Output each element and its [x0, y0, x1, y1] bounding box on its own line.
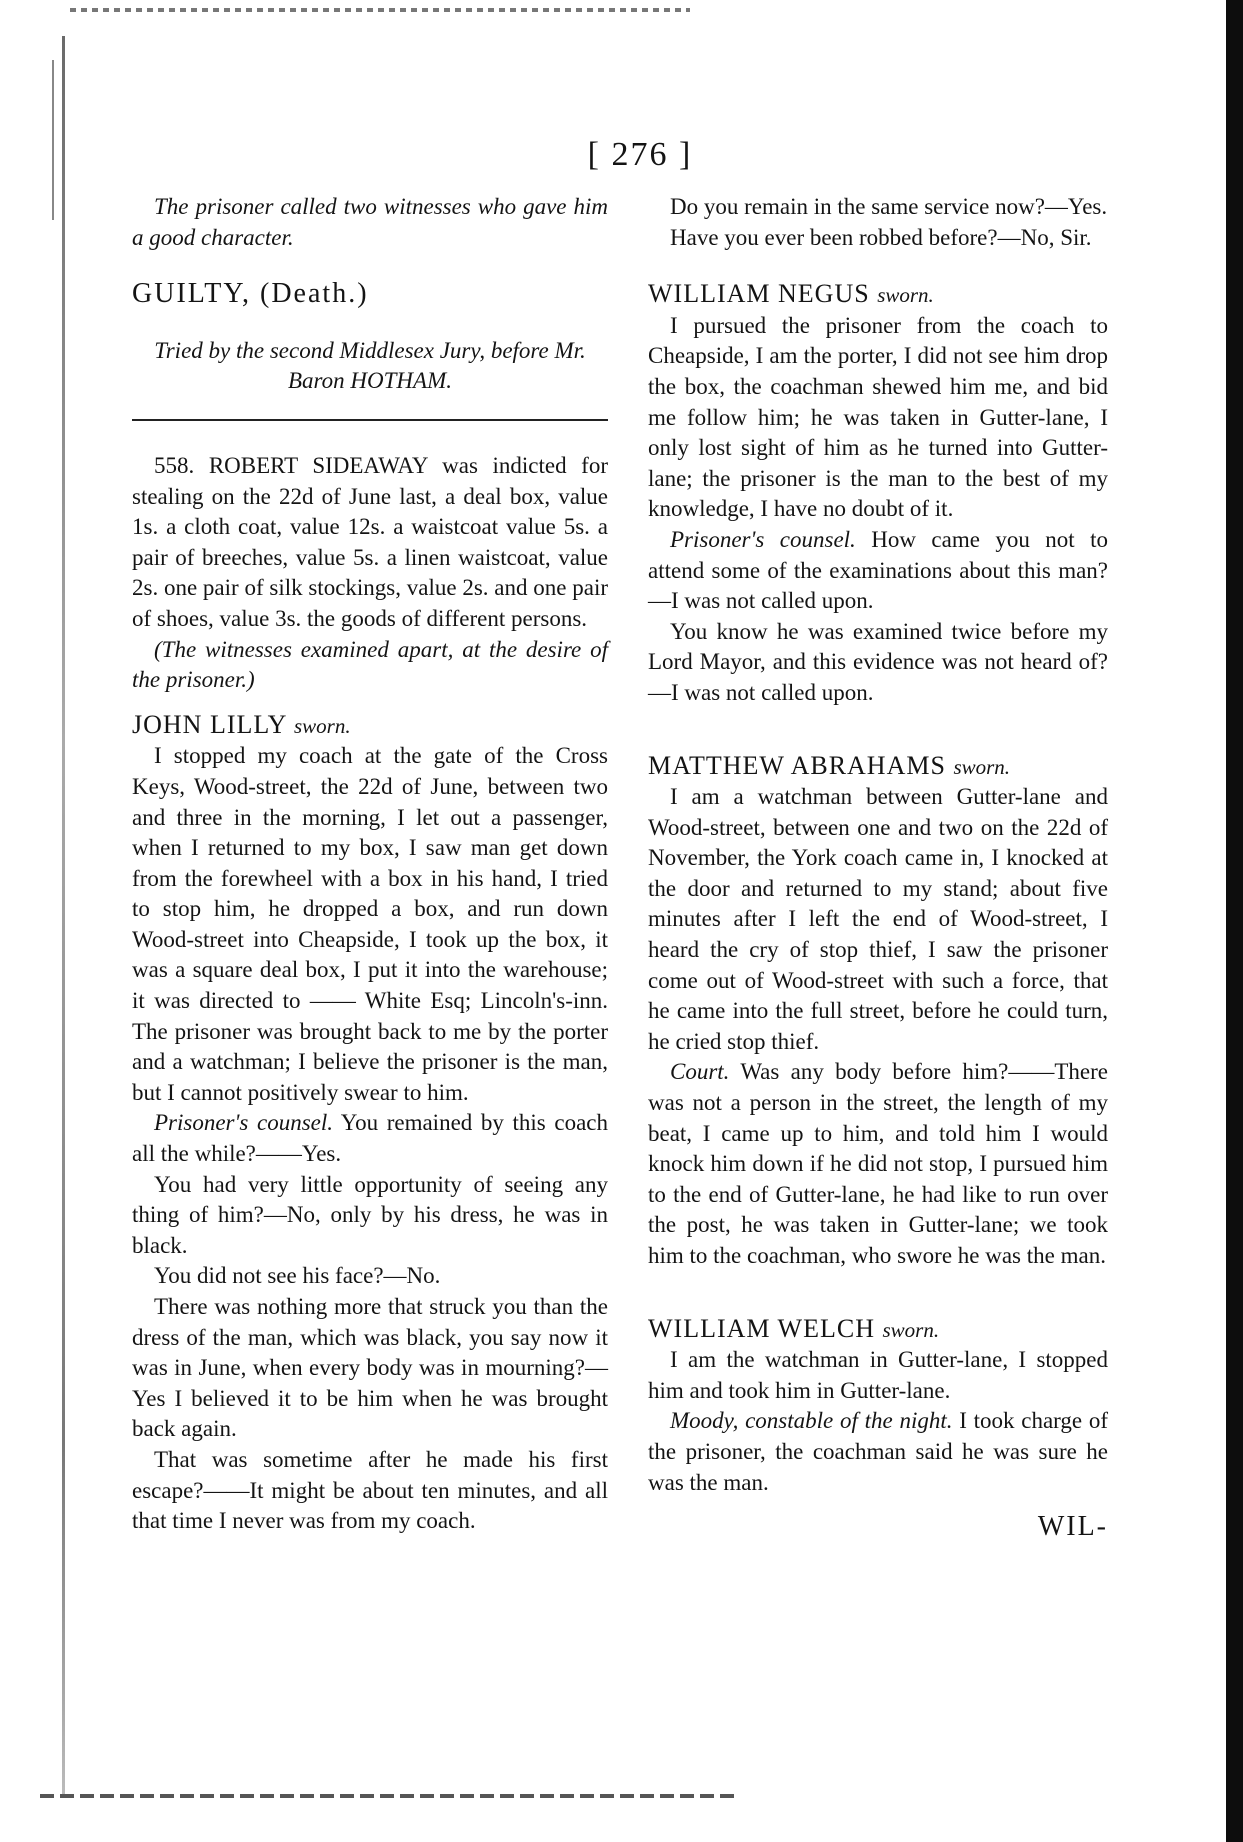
scan-right-edge: [1226, 0, 1243, 1842]
q-remained: You remained by this coach all the while?——Yes.: [132, 1110, 608, 1167]
abrahams-testimony: I am a watchman between Gutter-lane and Wood-street, between one and two on the 22d of November, the York coach came in, I knocked at the door and returned to my stand; about five minutes after I left the end of Wood-street, I heard the cry of stop thief, I saw the prisoner come out of Wood-street with such a force, that he came into the full street, before he could turn, he cried stop thief.: [648, 784, 1108, 1054]
q-nothing-more: There was nothing more that struck you than the dress of the man, which was black, you say now it was in June, when every body was in mourning?—Yes I believed it to be him when he was brought back again.: [132, 1294, 608, 1442]
scan-top-edge: [70, 8, 690, 12]
q-examined-twice: You know he was examined twice before my Lord Mayor, and this evidence was not heard of?—I was not called upon.: [648, 618, 1108, 705]
witness-name: WILLIAM NEGUS: [648, 279, 870, 309]
counsel-label: Prisoner's counsel.: [670, 526, 856, 552]
q-any-body: Was any body before him?——There was not a person in the street, the length of my beat, I came up to him, and told him I would knock him down if he did not stop, I pursued him to the end of Gutter-lane, he had like to run over the post, he was taken in Gutter-lane; we took him to the coachman, who swore he was the man.: [648, 1059, 1108, 1268]
negus-testimony: I pursued the prisoner from the coach to Cheapside, I am the porter, I did not see him drop the box, the coachman shewed him me, and bid me follow him; he was taken in Gutter-lane, I only lost sight of him as he turned into Gutter-lane; the prisoner is the man to the best of my knowledge, I have no doubt of it.: [648, 312, 1108, 522]
scan-bottom-edge: [40, 1794, 740, 1798]
witnesses-apart-note: (The witnesses examined apart, at the desire of the prisoner.): [132, 636, 608, 693]
counsel-label: Prisoner's counsel.: [154, 1110, 333, 1136]
q-little-opportunity: You had very little opportunity of seeing any thing of him?—No, only by his dress, he was in black.: [132, 1171, 608, 1258]
right-column: [648, 192, 1108, 1543]
court-question: [648, 1057, 1108, 1271]
moody-testimony: I took charge of the prisoner, the coachman said he was sure he was the man.: [648, 1408, 1109, 1495]
witness-heading-matthew-abrahams: [648, 751, 1108, 783]
witness-heading-william-welch: [648, 1314, 1108, 1346]
sworn-label: sworn.: [293, 713, 351, 738]
scan-left-mark: [52, 60, 54, 220]
called-witnesses-note: The prisoner called two witnesses who gave him a good character.: [132, 194, 608, 250]
witness-name: MATTHEW ABRAHAMS: [648, 750, 946, 780]
welch-testimony: I am the watchman in Gutter-lane, I stopped him and took him in Gutter-lane.: [648, 1347, 1108, 1403]
negus-cross-exam: [648, 525, 1108, 617]
catchword: WIL-: [1037, 1511, 1108, 1543]
tried-by-note: Tried by the second Middlesex Jury, before Mr. Baron HOTHAM.: [154, 337, 586, 394]
moody-statement: [648, 1406, 1108, 1498]
witness-heading-john-lilly: [132, 710, 608, 742]
sworn-label: sworn.: [877, 283, 934, 308]
case-558-indictment: 558. ROBERT SIDEAWAY was indicted for stealing on the 22d of June last, a deal box, value 1s. a cloth coat, value 12s. a waistcoat value 5s. a pair of breeches, value 5s. a linen waistcoat, value 2s. one pair of silk stockings, value 2s. and one pair of shoes, value 3s. the goods of different persons.: [132, 452, 608, 631]
witness-name: WILLIAM WELCH: [648, 1313, 875, 1343]
witness-name: JOHN LILLY: [132, 709, 287, 739]
sworn-label: sworn.: [953, 754, 1011, 779]
verdict: GUILTY, (Death.): [132, 278, 369, 310]
lilly-cross-exam: [132, 1108, 608, 1169]
left-column: [132, 192, 608, 1537]
page-number: [ 276 ]: [587, 136, 693, 173]
q-same-service: Do you remain in the same service now?—Yes.: [670, 194, 1108, 219]
section-divider: [132, 419, 608, 421]
lilly-testimony: I stopped my coach at the gate of the Cross Keys, Wood-street, the 22d of June, between two and three in the morning, I let out a passenger, when I returned to my box, I saw man get down from the forewheel with a box in his hand, I tried to stop him, he dropped a box, and run down Wood-street into Cheapside, I took up the box, it was a square deal box, I put it into the warehouse; it was directed to —— White Esq; Lincoln's-inn. The prisoner was brought back to me by the porter and a watchman; I believe the prisoner is the man, but I cannot positively swear to him.: [132, 743, 608, 1105]
q-sometime-after: That was sometime after he made his first escape?——It might be about ten minutes, and all that time I never was from my coach.: [132, 1446, 608, 1534]
sworn-label: sworn.: [882, 1317, 940, 1342]
q-face: You did not see his face?—No.: [154, 1263, 441, 1289]
court-label: Court.: [670, 1059, 730, 1085]
scan-left-edge: [62, 36, 65, 1796]
witness-heading-william-negus: [648, 279, 1108, 311]
q-examinations: How came you not to attend some of the examinations about this man?—I was not called upon.: [648, 526, 1108, 614]
q-robbed-before: Have you ever been robbed before?—No, Sir.: [670, 224, 1092, 250]
moody-label: Moody, constable of the night.: [670, 1408, 953, 1434]
